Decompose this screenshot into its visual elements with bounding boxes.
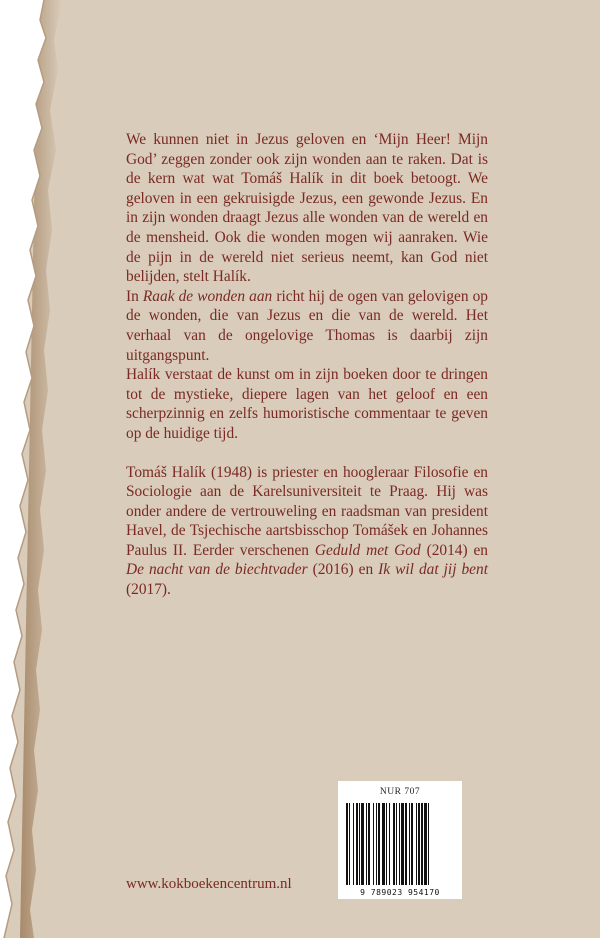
para2-prefix: In [126, 287, 143, 305]
barcode-bar [361, 803, 364, 885]
barcode-bar [389, 803, 390, 885]
prior-book-3-year: (2017). [126, 581, 171, 599]
barcode-bar [368, 803, 370, 885]
barcode-bar [366, 803, 367, 885]
barcode-bar [409, 803, 410, 885]
prior-book-1-year: (2014) en [420, 541, 488, 559]
torn-paper-edge [0, 0, 120, 938]
barcode-bar [401, 803, 404, 885]
prior-book-3: Ik wil dat jij bent [378, 561, 488, 579]
barcode-bar [378, 803, 380, 885]
barcode-bar [428, 803, 429, 885]
barcode-bar [382, 803, 385, 885]
publisher-website[interactable]: www.kokboekencentrum.nl [126, 876, 292, 892]
barcode-bar [373, 803, 374, 885]
nur-code: NUR 707 [379, 787, 421, 797]
bio-intro: Tomáš Halík (1948) is priester en hoogleraar Filosofie en Sociologie aan de Karelsuniversiteit te Praag. Hij was onder andere de vertrouweling en raadsman van president Havel, de Tsjechische aartsbisschop Tomášek en Johannes Paulus II. Eerder verschenen [126, 463, 488, 559]
barcode-bar [399, 803, 400, 885]
barcode-bar [349, 803, 350, 885]
barcode-box [338, 781, 462, 899]
description-paragraph-1: We kunnen niet in Jezus geloven en ‘Mijn Heer! Mijn God’ zeggen zonder ook zijn wonden aan te raken. Dat is de kern wat wat Tomáš Halík in dit boek betoogt. We geloven in een gekruisigde Jezus, een gewonde Jezus. En in zijn wonden draagt Jezus alle wonden van de wereld en de mensheid. Ook die wonden mogen wij aanraken. Wie de pijn in de wereld niet serieus neemt, kan God niet belijden, stelt Halík. [126, 131, 488, 286]
prior-book-1: Geduld met God [314, 541, 421, 559]
barcode-bar [353, 803, 354, 885]
back-cover-text [126, 130, 488, 600]
barcode-bar [405, 803, 407, 885]
barcode-bar [411, 803, 413, 885]
barcode-bar [421, 803, 423, 885]
barcode-bar [359, 803, 360, 885]
para2-rest: richt hij de ogen van gelovigen op de wonden, die van Jezus en die van de wereld. Het verhaal van de ongelovige Thomas is daarbij zijn uitgangspunt. [126, 287, 489, 364]
barcode-bar [416, 803, 417, 885]
barcode-bar [356, 803, 358, 885]
barcode-bar [386, 803, 387, 885]
barcode-bar [424, 803, 427, 885]
barcode-bar [393, 803, 395, 885]
prior-book-2-year: (2016) en [307, 561, 379, 579]
isbn-number: 9 789023 954170 [346, 888, 454, 897]
book-title: Raak de wonden aan [142, 287, 273, 305]
barcode-bar [396, 803, 397, 885]
barcode-bars [346, 803, 454, 885]
description-paragraph-3: Halík verstaat de kunst om in zijn boeken door te dringen tot de mystieke, diepere lagen van het geloof en een scherpzinnig en zelfs humoristische commentaar te geven op de huidige tijd. [126, 366, 488, 442]
description-paragraph-2 [126, 287, 488, 365]
barcode-bar [376, 803, 377, 885]
barcode-bar [418, 803, 420, 885]
barcode-bar [346, 803, 348, 885]
author-bio [126, 463, 488, 600]
prior-book-2: De nacht van de biechtvader [126, 561, 308, 579]
